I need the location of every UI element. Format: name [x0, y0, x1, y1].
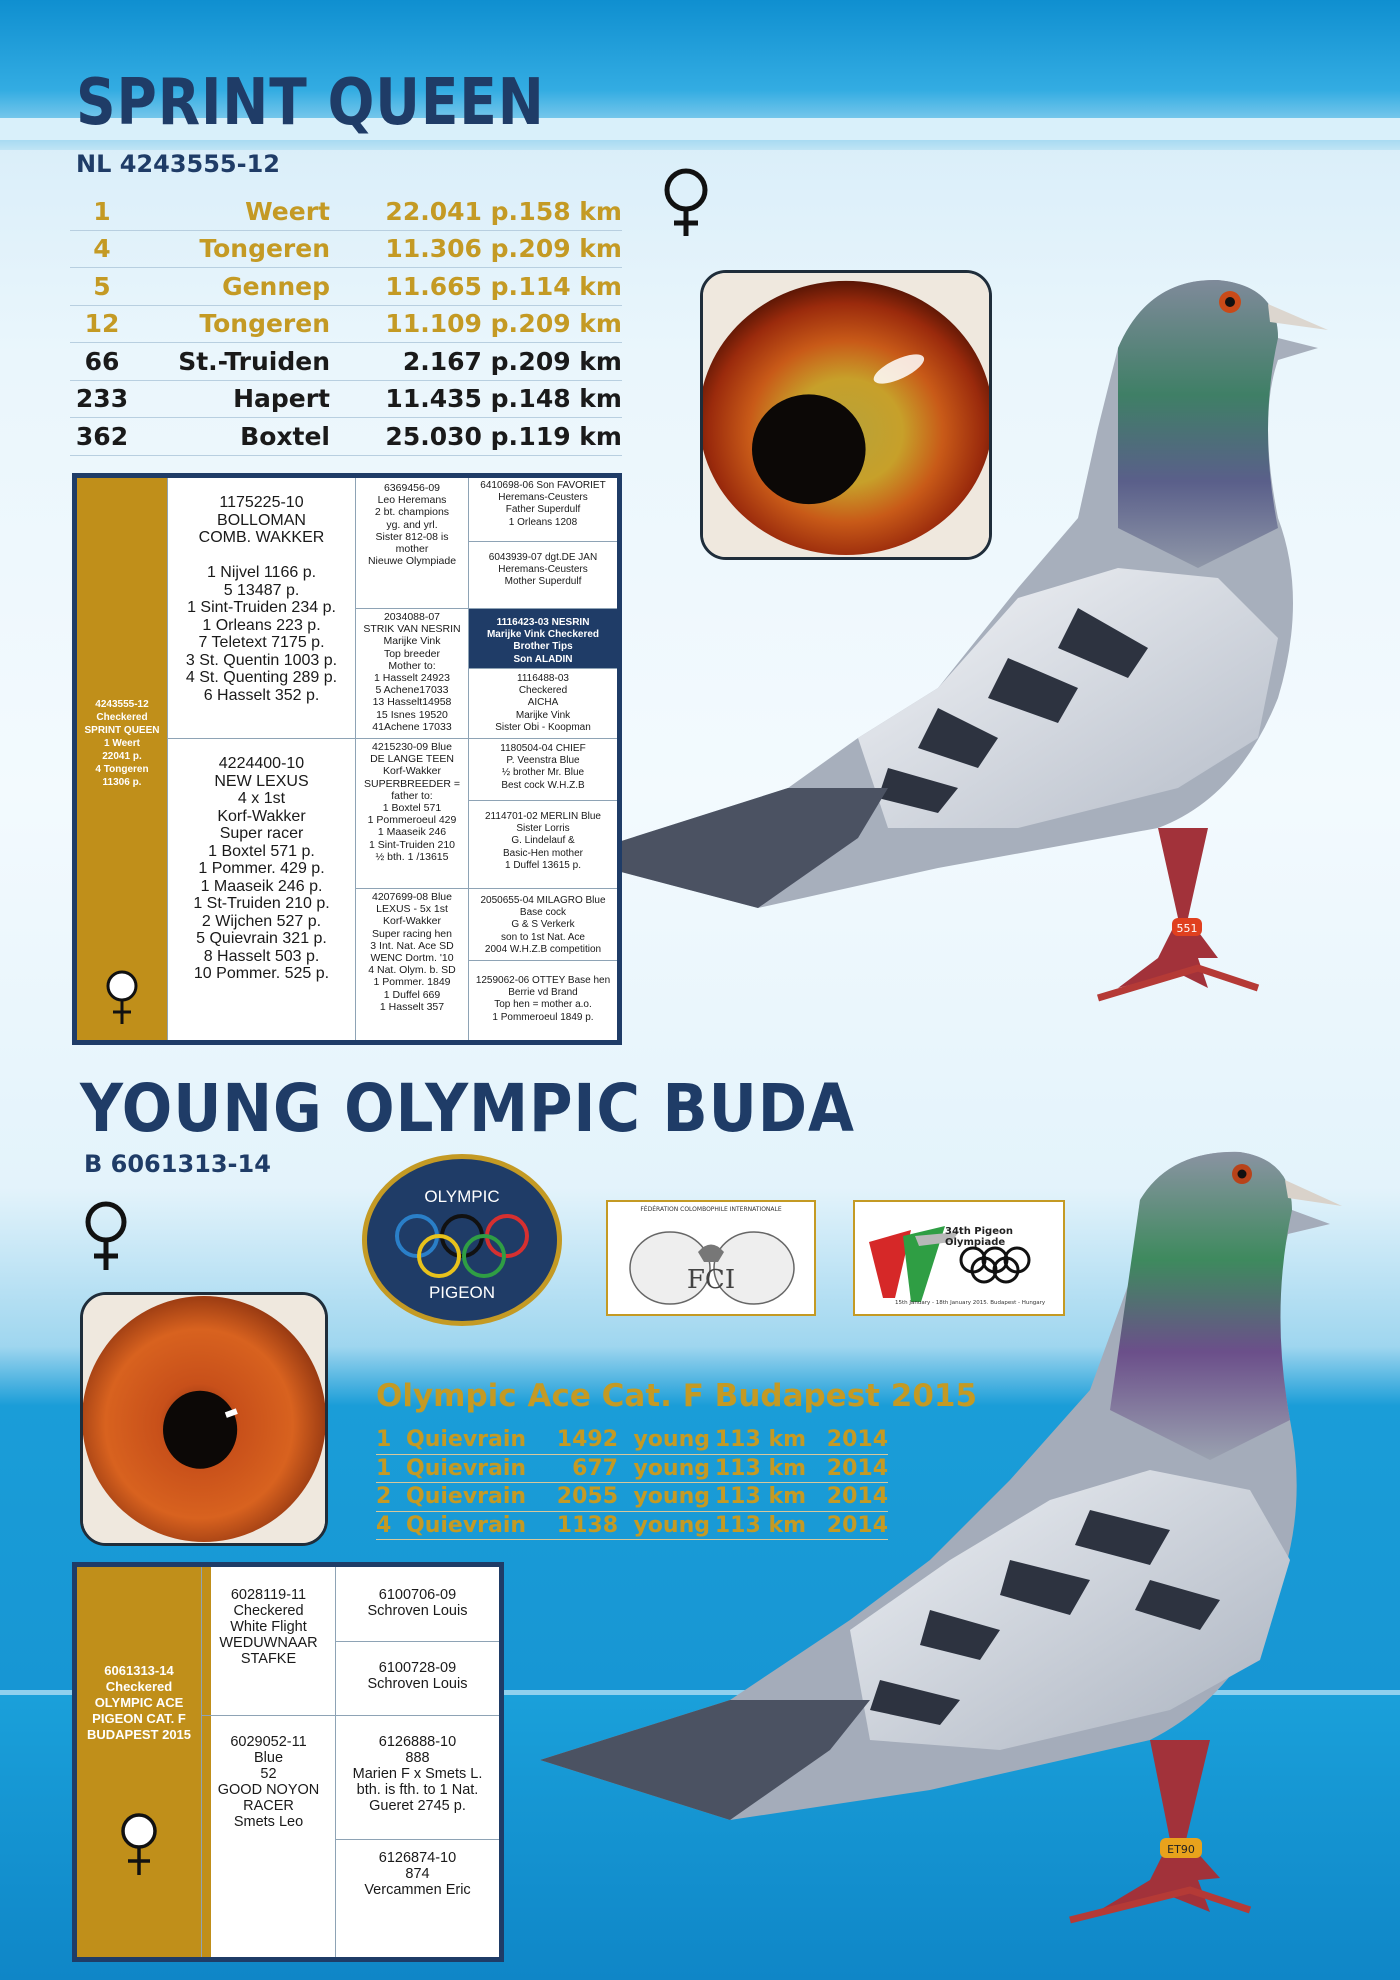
pedigree-line: 6410698-06 Son FAVORIET: [480, 480, 606, 491]
pedigree-line: mother: [395, 543, 429, 556]
ace-city: Quievrain: [406, 1512, 527, 1538]
pedigree-line: Leo Heremans: [377, 494, 447, 507]
pedigree-line: Marijke Vink Checkered: [486, 629, 600, 641]
pedigree-line: Marijke Vink: [383, 635, 441, 648]
pedigree-line: 3 Int. Nat. Ace SD: [370, 939, 454, 952]
pedigree-side-text: [77, 1663, 201, 1743]
pedigree-line: G & S Verkerk: [511, 919, 575, 931]
ace-city: Quievrain: [406, 1427, 527, 1453]
pedigree-line: 2050655-04 MILAGRO Blue: [480, 895, 606, 906]
pedigree-line: Mother Superdulf: [504, 576, 582, 588]
pedigree-line: Sister 812-08 is: [375, 530, 449, 543]
ace-city: Quievrain: [406, 1455, 527, 1481]
pedigree-line: 1175225-10: [219, 494, 304, 511]
pedigree-line: 2004 W.H.Z.B competition: [484, 943, 602, 955]
pedigree-line: 6369456-09: [383, 482, 441, 494]
result-row: [70, 231, 622, 269]
side-line: Checkered: [96, 712, 148, 723]
female-symbol-icon: [115, 1811, 163, 1877]
result-distance: 148 km: [518, 384, 622, 414]
result-place: 362: [75, 421, 129, 451]
pedigree-line: STRIK VAN NESRIN: [363, 623, 461, 636]
pedigree-line: 8 Hasselt 503 p.: [203, 947, 320, 965]
pedigree-line: 1259062-06 OTTEY Base hen: [475, 975, 611, 986]
pedigree-line: WEDUWNAAR: [219, 1635, 318, 1651]
ace-category: young: [633, 1427, 710, 1453]
pedigree-line: 1 Maaseik 246 p.: [200, 877, 323, 895]
pedigree-line: Son ALADIN: [513, 653, 573, 665]
result-distance: 209 km: [518, 234, 622, 264]
result-distance: 209 km: [518, 346, 622, 376]
pedigree-line: 1180504-04 CHIEF: [500, 743, 586, 754]
pedigree-line: ½ bth. 1 /13615: [375, 850, 449, 863]
result-score: 11.665 p.: [385, 271, 518, 301]
result-score: 22.041 p.: [385, 196, 518, 226]
pedigree-line: 4 x 1st: [237, 790, 286, 807]
result-score: 25.030 p.: [385, 421, 518, 451]
pedigree-line: 1 Nijvel 1166 p.: [206, 564, 317, 581]
pedigree-great-grandparent: [468, 478, 617, 541]
result-row: [70, 343, 622, 381]
young-olympic-title: YOUNG OLYMPIC BUDA: [80, 1070, 855, 1147]
result-distance: 114 km: [518, 271, 622, 301]
pedigree-line: 1 Orleans 1208: [508, 516, 578, 528]
pedigree-sire: [167, 478, 355, 738]
result-city: Weert: [245, 196, 330, 226]
pedigree-line: 6126874-10: [378, 1850, 457, 1866]
sprint-queen-title: SPRINT QUEEN: [76, 66, 545, 140]
pedigree-line: ½ brother Mr. Blue: [501, 767, 585, 779]
ace-place: 1: [376, 1455, 392, 1481]
result-city: Hapert: [233, 384, 330, 414]
ace-year: 2014: [826, 1427, 888, 1453]
pedigree-line: 7 Teletext 7175 p.: [198, 634, 325, 651]
pedigree-line: 4 Nat. Olym. b. SD: [368, 964, 456, 977]
young-olympic-band-text: ET90: [1167, 1843, 1195, 1856]
pedigree-line: 4 St. Quenting 289 p.: [185, 669, 338, 686]
pedigree-line: Checkered: [233, 1603, 304, 1619]
result-place: 4: [93, 234, 111, 264]
pedigree-line: Super racing hen: [372, 927, 452, 940]
pedigree-line: 1 Boxtel 571 p.: [208, 842, 315, 860]
svg-text:FCI: FCI: [686, 1265, 736, 1295]
pedigree-line: 10 Pommer. 525 p.: [193, 965, 330, 982]
pedigree-great-grandparent: [468, 800, 617, 888]
young-olympic-ring: B 6061313-14: [84, 1150, 271, 1178]
pedigree-line: bth. is fth. to 1 Nat.: [356, 1782, 479, 1798]
result-row: [70, 193, 622, 231]
pedigree-line: Sister Obi - Koopman: [495, 721, 591, 733]
pedigree-line: Father Superdulf: [505, 504, 581, 516]
ace-count: 1492: [556, 1427, 618, 1453]
pedigree-line: 1 Hasselt 357: [379, 1000, 445, 1013]
pedigree-line: GOOD NOYON: [217, 1782, 320, 1798]
pedigree-line: Heremans-Ceusters: [498, 564, 588, 576]
pedigree-line: Korf-Wakker: [217, 807, 306, 825]
pedigree-line: 3 St. Quentin 1003 p.: [185, 651, 338, 669]
ace-place: 4: [376, 1512, 392, 1538]
pedigree-line: 1 Pommeroeul 429: [367, 814, 457, 827]
olympic-logo-bottom-text: PIGEON: [428, 1283, 496, 1302]
pedigree-line: 4215230-09 Blue: [372, 741, 452, 753]
pedigree-line: Marijke Vink: [515, 709, 571, 721]
ace-category: young: [633, 1484, 710, 1510]
pedigree-side-text: [77, 698, 167, 789]
result-city: Tongeren: [199, 309, 330, 339]
side-line: 1 Weert: [104, 738, 140, 749]
side-line: 6061313-14: [104, 1663, 174, 1678]
pedigree-line: Super racer: [219, 825, 304, 842]
pedigree-line: NEW LEXUS: [214, 772, 309, 790]
pedigree-line: G. Lindelauf &: [511, 835, 575, 847]
ace-count: 1138: [556, 1512, 618, 1538]
young-olympic-eye-photo: [80, 1292, 328, 1546]
fci-logo-text: FÉDÉRATION COLOMBOPHILE INTERNATIONALE: [640, 1206, 782, 1213]
young-olympic-pedigree: [72, 1562, 504, 1962]
result-place: 12: [84, 309, 120, 339]
side-line: SPRINT QUEEN: [84, 725, 160, 736]
ace-count: 677: [572, 1455, 618, 1481]
pedigree-great-grandparent: [468, 738, 617, 800]
pedigree-line: 1 Boxtel 571: [382, 802, 442, 815]
pedigree-line: 1 St-Truiden 210 p.: [193, 895, 330, 912]
pedigree-line: 1116488-03: [517, 673, 569, 684]
pedigree-grandparent: [335, 1715, 499, 1839]
pedigree-line: Vercammen Eric: [364, 1882, 471, 1898]
olympiade-logo-subtext: 15th January - 18th January 2015. Budapest - Hungary: [895, 1300, 1046, 1306]
pedigree-line: 6043939-07 dgt.DE JAN: [488, 552, 598, 563]
pedigree-line: 1 Pommer. 429 p.: [198, 860, 325, 877]
side-line: 11306 p.: [102, 777, 142, 788]
result-distance: 209 km: [518, 309, 622, 339]
pedigree-line: Nieuwe Olympiade: [367, 555, 457, 568]
pedigree-line: 6100706-09: [378, 1587, 457, 1603]
pedigree-line: 2114701-02 MERLIN Blue: [485, 811, 601, 822]
pedigree-line: Korf-Wakker: [383, 915, 441, 928]
pedigree-line: [168, 547, 355, 565]
result-distance: 158 km: [518, 196, 622, 226]
pedigree-line: RACER: [243, 1798, 294, 1814]
side-line: 4243555-12: [95, 699, 149, 710]
pedigree-line: 2 bt. champions: [374, 506, 450, 519]
pedigree-line: 888: [405, 1750, 430, 1766]
pedigree-line: Top breeder: [383, 647, 441, 660]
pedigree-line: DE LANGE TEEN: [370, 753, 454, 766]
ace-category: young: [633, 1512, 710, 1538]
pedigree-line: 1 Pommeroeul 1849 p.: [492, 1011, 594, 1023]
ace-distance: 113 km: [714, 1427, 806, 1453]
sprint-queen-results: [70, 193, 622, 456]
ace-year: 2014: [826, 1512, 888, 1538]
result-score: 11.306 p.: [385, 234, 518, 264]
pedigree-line: Sister Lorris: [516, 823, 570, 835]
pedigree-line: 6100728-09: [378, 1660, 457, 1676]
female-symbol-icon: [658, 166, 714, 238]
result-city: Boxtel: [240, 421, 330, 451]
sprint-queen-pigeon-photo: [558, 268, 1348, 1068]
pedigree-great-grandparent: [468, 888, 617, 960]
pedigree-side-panel: [77, 1567, 211, 1957]
pedigree-line: Smets Leo: [233, 1814, 304, 1830]
sprint-queen-pedigree: [72, 473, 622, 1045]
pedigree-line: 1 Maaseik 246: [377, 826, 447, 839]
pedigree-line: STAFKE: [240, 1651, 297, 1667]
ace-category: young: [633, 1455, 710, 1481]
ace-year: 2014: [826, 1455, 888, 1481]
pedigree-line: WENC Dortm. '10: [370, 952, 454, 965]
ace-distance: 113 km: [714, 1484, 806, 1510]
pedigree-great-grandparent: [468, 960, 617, 1040]
pedigree-line: AICHA: [527, 697, 559, 709]
pedigree-great-grandparent: [468, 541, 617, 608]
result-distance: 119 km: [518, 421, 622, 451]
pedigree-line: White Flight: [230, 1619, 307, 1635]
ace-distance: 113 km: [714, 1512, 806, 1538]
pedigree-line: yg. and yrl.: [386, 518, 438, 531]
result-place: 233: [75, 384, 129, 414]
sprint-queen-ring: NL 4243555-12: [76, 150, 280, 178]
pedigree-line: Heremans-Ceusters: [498, 492, 588, 504]
pedigree-line: Checkered: [518, 685, 568, 697]
female-symbol-icon: [101, 968, 143, 1026]
result-row: [70, 418, 622, 456]
result-score: 2.167 p.: [402, 346, 518, 376]
pedigree-grandparent: [335, 1839, 499, 1957]
pedigree-line: Berrie vd Brand: [508, 987, 578, 999]
pedigree-line: 5 Achene17033: [375, 684, 449, 697]
pedigree-dam: [201, 1715, 335, 1957]
pedigree-line: 5 Quievrain 321 p.: [196, 930, 327, 947]
pedigree-line: 6 Hasselt 352 p.: [203, 686, 320, 704]
ace-place: 2: [376, 1484, 392, 1510]
side-line: PIGEON CAT. F: [92, 1711, 186, 1726]
ace-distance: 113 km: [714, 1455, 806, 1481]
pedigree-line: Brother Tips: [513, 641, 573, 653]
result-row: [70, 268, 622, 306]
pedigree-line: 1 Sint-Truiden 234 p.: [187, 599, 336, 616]
side-line: 4 Tongeren: [95, 764, 149, 775]
pedigree-line: 6029052-11: [230, 1734, 307, 1750]
side-line: 22041 p.: [102, 751, 142, 762]
pedigree-line: 13 Hasselt14958: [372, 696, 452, 709]
result-place: 5: [93, 271, 111, 301]
result-place: 66: [84, 346, 120, 376]
pedigree-line: Schroven Louis: [367, 1676, 468, 1692]
pedigree-dam: [167, 738, 355, 1040]
pedigree-line: 4224400-10: [218, 755, 305, 772]
pedigree-line: 41Achene 17033: [372, 720, 452, 733]
side-line: OLYMPIC ACE: [94, 1695, 184, 1710]
pedigree-line: LEXUS - 5x 1st: [376, 903, 448, 916]
pedigree-line: 1 Duffel 13615 p.: [505, 859, 581, 871]
pedigree-side-panel: [77, 478, 167, 1040]
pedigree-line: son to 1st Nat. Ace: [501, 931, 585, 943]
pedigree-line: 874: [405, 1866, 430, 1882]
pedigree-line: 1 Sint-Truiden 210: [369, 838, 455, 851]
result-city: Tongeren: [199, 234, 330, 264]
result-score: 11.435 p.: [385, 384, 518, 414]
pedigree-line: SUPERBREEDER =: [364, 777, 460, 790]
pedigree-line: 1116423-03 NESRIN: [496, 617, 590, 628]
pedigree-line: Gueret 2745 p.: [369, 1798, 466, 1814]
young-olympic-pigeon-photo: [530, 1140, 1350, 1970]
olympic-rings-icon: [387, 1211, 537, 1281]
olympic-logo-top-text: OLYMPIC: [424, 1187, 500, 1206]
olympiade-logo-text: 34th Pigeon Olympiade: [945, 1226, 1013, 1248]
pedigree-line: 1 Hasselt 24923: [374, 672, 450, 685]
pedigree-grandparent: [355, 738, 468, 888]
pedigree-line: 1 Pommer. 1849: [373, 976, 451, 989]
pedigree-line: 1 Orleans 223 p.: [202, 616, 321, 634]
pedigree-line: COMB. WAKKER: [198, 529, 325, 546]
pedigree-grandparent: [355, 478, 468, 608]
side-line: BUDAPEST 2015: [86, 1727, 192, 1742]
pedigree-grandparent: [335, 1641, 499, 1715]
result-score: 11.109 p.: [385, 309, 518, 339]
ace-place: 1: [376, 1427, 392, 1453]
pedigree-line: Schroven Louis: [367, 1603, 468, 1619]
pedigree-line: Best cock W.H.Z.B: [501, 779, 585, 791]
pedigree-grandparent: [355, 608, 468, 738]
olympic-ace-title: Olympic Ace Cat. F Budapest 2015: [376, 1378, 978, 1414]
pedigree-line: father to:: [391, 789, 433, 802]
pedigree-line: 2034088-07: [383, 611, 441, 623]
side-line: Checkered: [105, 1679, 173, 1694]
pedigree-line: 6028119-11: [230, 1587, 307, 1603]
result-city: Gennep: [222, 271, 330, 301]
result-row: [70, 381, 622, 419]
pedigree-line: Blue: [253, 1750, 284, 1766]
pedigree-sire: [201, 1567, 335, 1715]
result-city: St.-Truiden: [178, 346, 330, 376]
pedigree-line: 2 Wijchen 527 p.: [201, 912, 322, 930]
pedigree-line: Korf-Wakker: [383, 765, 441, 778]
result-place: 1: [93, 196, 111, 226]
result-row: [70, 306, 622, 344]
pedigree-line: BOLLOMAN: [217, 511, 306, 529]
pedigree-line: Base cock: [519, 907, 567, 919]
female-symbol-icon: [80, 1200, 132, 1272]
pedigree-line: Basic-Hen mother: [502, 847, 584, 859]
pedigree-great-grandparent-highlight: [468, 608, 617, 668]
ace-year: 2014: [826, 1484, 888, 1510]
pedigree-line: 1 Duffel 669: [383, 988, 441, 1001]
pedigree-great-grandparent: [468, 668, 617, 738]
pedigree-grandparent: [355, 888, 468, 1040]
pedigree-line: 15 Isnes 19520: [376, 708, 448, 721]
ace-count: 2055: [556, 1484, 618, 1510]
pedigree-line: 5 13487 p.: [223, 581, 300, 599]
pedigree-line: Mother to:: [388, 659, 436, 672]
pedigree-line: Top hen = mother a.o.: [494, 999, 592, 1011]
sprint-queen-band-text: 551: [1176, 922, 1198, 935]
pedigree-line: 52: [260, 1766, 277, 1782]
pedigree-line: 6126888-10: [378, 1734, 457, 1750]
pedigree-line: P. Veenstra Blue: [506, 755, 580, 767]
pedigree-grandparent: [335, 1567, 499, 1641]
pedigree-line: Marien F x Smets L.: [352, 1766, 483, 1782]
ace-city: Quievrain: [406, 1484, 527, 1510]
pedigree-line: 4207699-08 Blue: [372, 891, 452, 903]
